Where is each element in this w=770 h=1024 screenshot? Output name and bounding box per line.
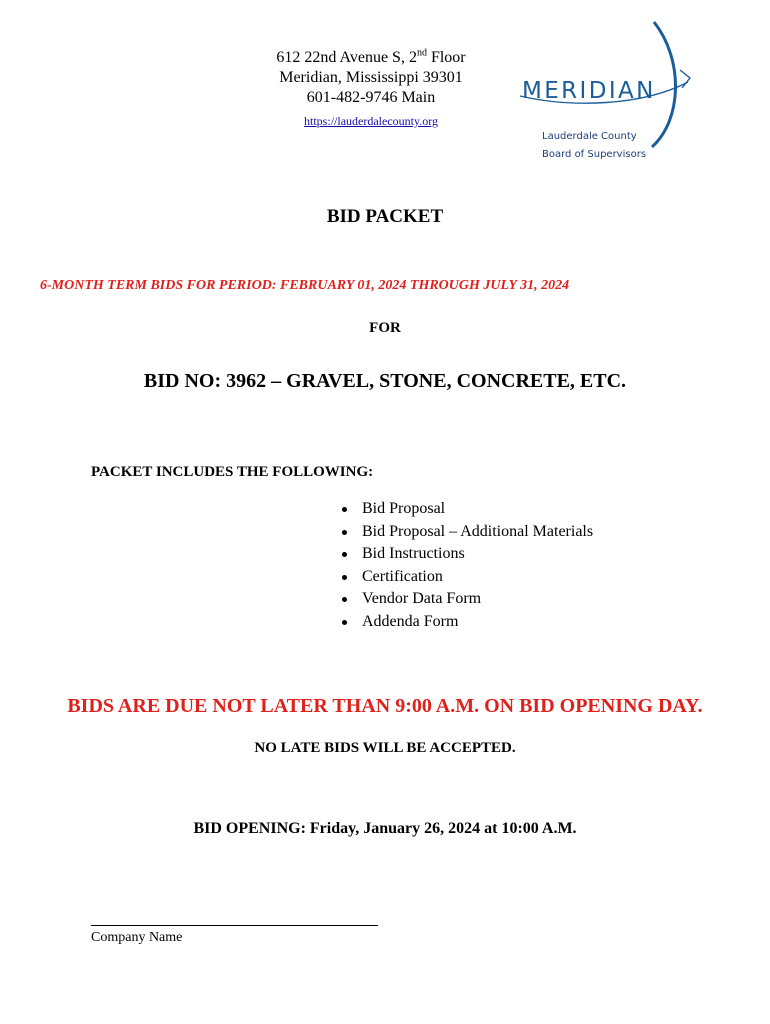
includes-list	[340, 498, 593, 634]
company-name-label: Company Name	[91, 930, 183, 945]
list-item: Certification	[340, 566, 593, 589]
logo-county: Lauderdale County	[542, 131, 637, 142]
for-label: FOR	[369, 320, 401, 336]
term-period: 6-MONTH TERM BIDS FOR PERIOD: FEBRUARY 01, 2024 THROUGH JULY 31, 2024	[40, 278, 570, 293]
address-street: 612 22nd Avenue S, 2nd Floor	[276, 47, 466, 66]
bid-opening-date: BID OPENING: Friday, January 26, 2024 at 10:00 A.M.	[193, 820, 577, 837]
includes-heading: PACKET INCLUDES THE FOLLOWING:	[91, 464, 374, 480]
due-notice: BIDS ARE DUE NOT LATER THAN 9:00 A.M. ON BID OPENING DAY.	[67, 695, 703, 717]
list-item: Vendor Data Form	[340, 588, 593, 611]
meridian-logo	[512, 20, 702, 160]
address-phone: 601-482-9746 Main	[306, 89, 436, 106]
logo-board: Board of Supervisors	[542, 149, 647, 160]
late-bids-notice: NO LATE BIDS WILL BE ACCEPTED.	[254, 740, 516, 756]
list-item: Bid Proposal – Additional Materials	[340, 521, 593, 544]
address-city: Meridian, Mississippi 39301	[279, 69, 463, 86]
list-item: Bid Proposal	[340, 498, 593, 521]
company-signature-line	[91, 925, 378, 926]
list-item: Addenda Form	[340, 611, 593, 634]
page-title: BID PACKET	[326, 206, 444, 227]
address-block	[236, 48, 506, 131]
website-link[interactable]: https://lauderdalecounty.org	[304, 114, 438, 128]
list-item: Bid Instructions	[340, 543, 593, 566]
bid-number: BID NO: 3962 – GRAVEL, STONE, CONCRETE, ETC.	[143, 370, 627, 392]
logo-wordmark: MERIDIAN	[522, 78, 656, 104]
